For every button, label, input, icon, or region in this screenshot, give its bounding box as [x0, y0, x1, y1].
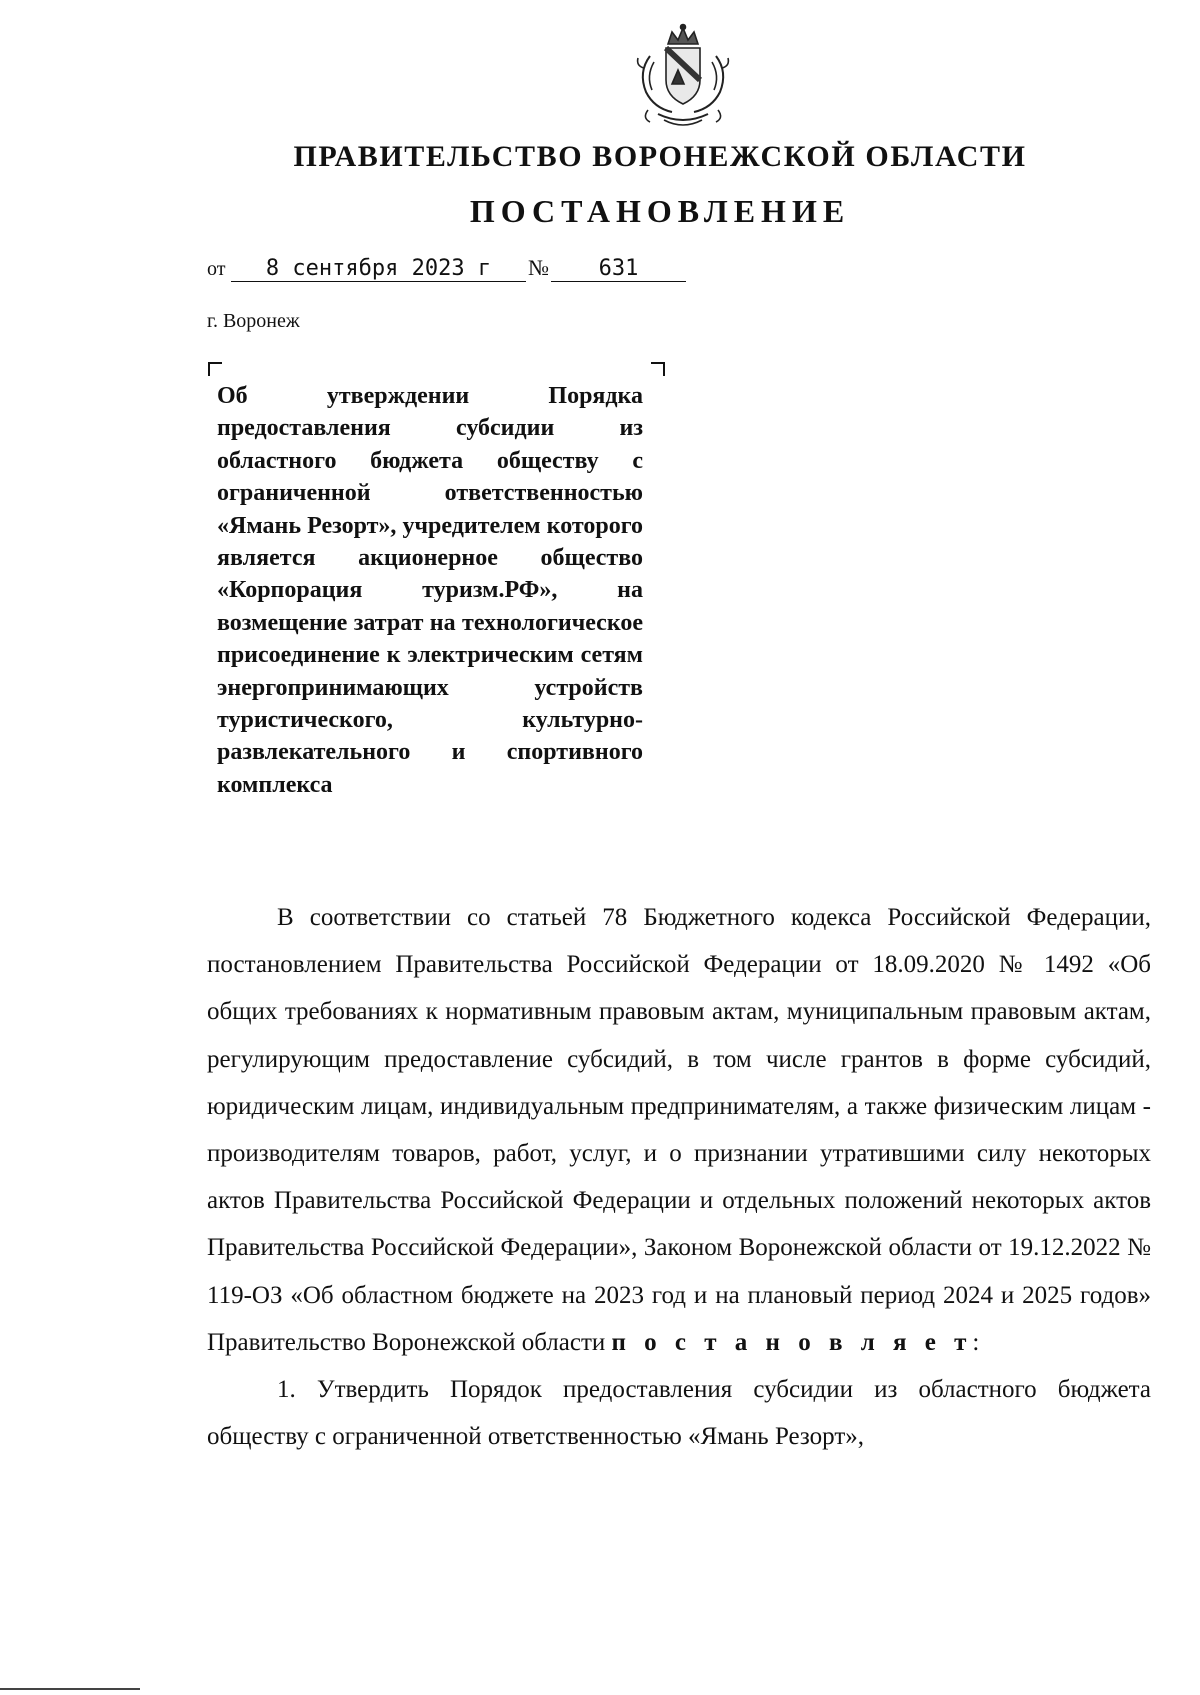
preamble-text: В соответствии со статьей 78 Бюджетного кодекса Российской Федерации, постановлением Правительства Российской Федерации от 18.09.2020 № 1492 «Об общих требованиях к нормативным правовым актам, муниципальным правовым актам, регулирующим предоставление субсидий, в том числе грантов в форме субсидий, юридическим лицам, индивидуальным предпринимателям, а также физическим лицам - производителям товаров, работ, услуг, и о признании утратившими силу некоторых актов Правительства Российской Федерации и отдельных положений некоторых актов Правительства Российской Федерации», Законом Воронежской области от 19.12.2022 № 119-ОЗ «Об областном бюджете на 2023 год и на плановый период 2024 и 2025 годов» Правительство Воронежской области	[207, 904, 1151, 1356]
document-subject: Об утверждении Порядка предоставления субсидии из областного бюджета обществу с ограниченной ответственностью «Ямань Резорт», учредителем которого является акционерное общество «Корпорация туризм.РФ», на возмещение затрат на технологическое присоединение к электрическим сетям энергопринимающих устройств туристического, культурно-развлекательного и спортивного комплекса	[217, 383, 643, 798]
number-sign-label: №	[527, 255, 549, 280]
document-number: 631	[551, 257, 686, 282]
footer-rule	[0, 1688, 140, 1690]
subject-bracket-left	[208, 362, 222, 376]
from-label: от	[207, 258, 226, 280]
body-paragraph	[207, 894, 1151, 1366]
document-type-title: ПОСТАНОВЛЕНИЕ	[469, 193, 851, 229]
city-label: г. Воронеж	[207, 310, 300, 332]
document-date: 8 сентября 2023 г	[231, 257, 526, 282]
coat-of-arms-emblem	[628, 22, 738, 132]
document-body	[207, 894, 1151, 1460]
government-title: ПРАВИТЕЛЬСТВО ВОРОНЕЖСКОЙ ОБЛАСТИ	[293, 140, 1027, 173]
decree-colon: :	[972, 1328, 980, 1356]
decree-word: п о с т а н о в л я е т	[611, 1328, 973, 1356]
body-paragraph: 1. Утвердить Порядок предоставления субсидии из областного бюджета обществу с ограниченной ответственностью «Ямань Резорт»,	[207, 1376, 1151, 1451]
date-number-line	[207, 255, 686, 282]
subject-bracket-right	[651, 362, 665, 376]
